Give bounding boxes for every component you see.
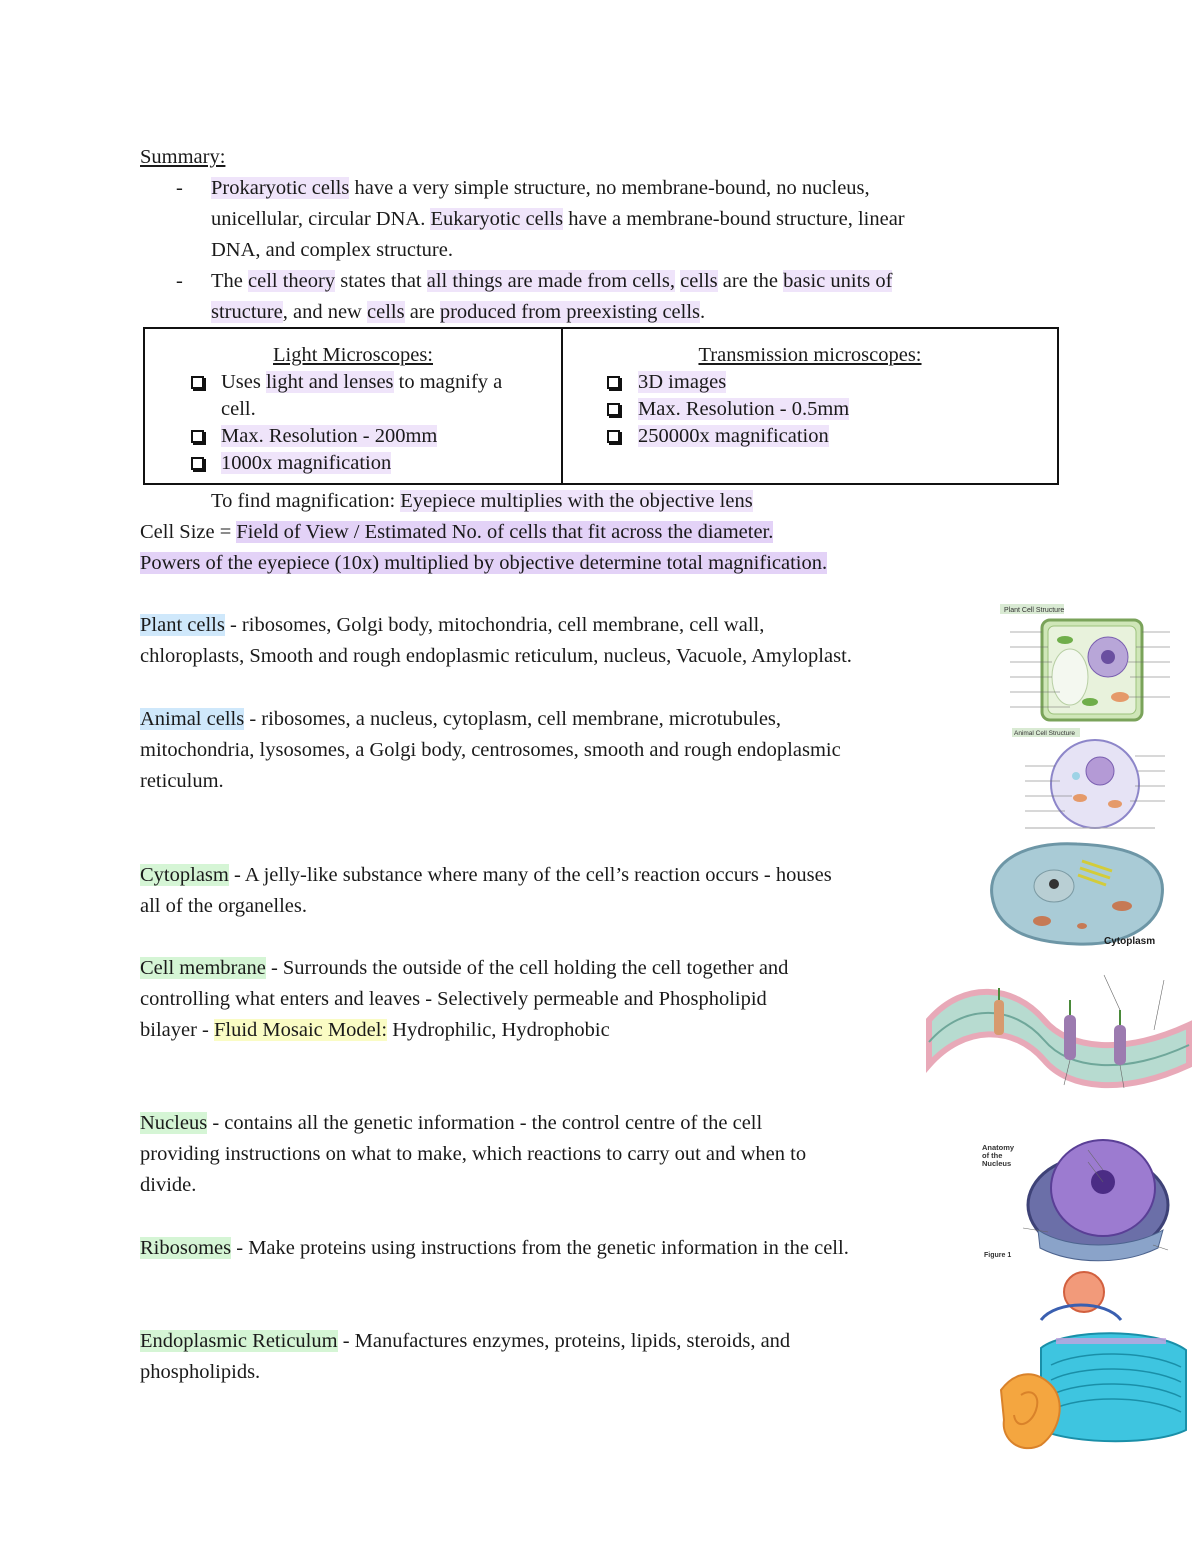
animal-cells-line-3: reticulum. xyxy=(140,770,224,792)
nucleus xyxy=(1086,757,1114,785)
mitochondrion xyxy=(1077,923,1087,929)
text: - Make proteins using instructions from the genetic information in the cell. xyxy=(231,1237,849,1259)
checkbox-icon xyxy=(607,376,620,389)
light-item-3 xyxy=(221,450,391,477)
animal-cells-line-1 xyxy=(140,704,781,735)
mitochondrion xyxy=(1111,692,1129,702)
summary-bullet-2-line-1 xyxy=(211,266,892,297)
highlight: cells xyxy=(680,270,718,292)
nucleus-line-2: providing instructions on what to make, which reactions to carry out and when to xyxy=(140,1143,807,1165)
term-cytoplasm: Cytoplasm xyxy=(140,864,229,886)
nucleus-diagram-title-1: Anatomy xyxy=(982,1143,1015,1152)
tem-item-2 xyxy=(638,396,849,423)
channel-protein xyxy=(1114,1025,1126,1065)
highlight: all things are made from cells, xyxy=(426,270,675,292)
text: Cell Size = xyxy=(140,521,237,543)
cisterna xyxy=(1056,1338,1166,1344)
mitochondrion xyxy=(1112,901,1132,911)
text: . xyxy=(700,301,706,323)
nucleus-diagram-title-3: Nucleus xyxy=(982,1159,1012,1168)
text: are xyxy=(404,301,440,323)
nucleolus xyxy=(1101,650,1115,664)
checkbox-icon xyxy=(191,430,204,443)
er-line-1 xyxy=(140,1326,790,1357)
phospholipid-bilayer xyxy=(929,992,1189,1085)
chloroplast xyxy=(1057,636,1073,644)
magnification-line-2 xyxy=(140,517,773,548)
checkbox-icon xyxy=(191,376,204,389)
light-item-1 xyxy=(221,369,502,396)
nucleus-diagram xyxy=(978,1120,1190,1270)
transmission-microscopes-title: Transmission microscopes: xyxy=(698,344,922,366)
light-microscopes-title: Light Microscopes: xyxy=(273,344,433,366)
highlight: basic units of xyxy=(783,270,893,292)
term-cell-membrane: Cell membrane xyxy=(140,957,266,979)
highlight: cells xyxy=(367,301,405,323)
text: - Manufactures enzymes, proteins, lipids, steroids, and xyxy=(337,1330,791,1352)
text: are the xyxy=(717,270,784,292)
cell-membrane-diagram xyxy=(924,970,1192,1100)
cell-body xyxy=(992,844,1163,944)
cytoplasm-line-2: all of the organelles. xyxy=(140,895,307,917)
highlight: Field of View / Estimated No. of cells that fit across the diameter. xyxy=(236,521,774,543)
plant-cells-line-1 xyxy=(140,610,764,641)
summary-bullet-1-line-2 xyxy=(211,204,905,235)
plant-cell-diagram xyxy=(990,602,1190,722)
plant-cells-line-2: chloroplasts, Smooth and rough endoplasmic reticulum, nucleus, Vacuole, Amyloplast. xyxy=(140,645,852,667)
animal-cells-line-2: mitochondria, lysosomes, a Golgi body, centrosomes, smooth and rough endoplasmic xyxy=(140,739,841,761)
membrane-line-1 xyxy=(140,953,788,984)
ribosomes-line-1 xyxy=(140,1233,849,1264)
term-plant-cells: Plant cells xyxy=(140,614,225,636)
highlight: Max. Resolution - 0.5mm xyxy=(638,398,850,420)
cytoplasm-diagram xyxy=(982,836,1170,950)
checkbox-icon xyxy=(607,403,620,416)
endoplasmic-reticulum-diagram xyxy=(996,1270,1192,1456)
nucleus-diagram-title-2: of the xyxy=(982,1151,1003,1160)
term-ribosomes: Ribosomes xyxy=(140,1237,232,1259)
text: - ribosomes, Golgi body, mitochondria, cell membrane, cell wall, xyxy=(224,614,765,636)
checkbox-icon xyxy=(191,457,204,470)
mitochondrion xyxy=(1073,794,1087,802)
bullet-dash: - xyxy=(176,177,183,199)
membrane-line-3 xyxy=(140,1015,610,1046)
term-cell-theory: cell theory xyxy=(248,270,336,292)
text: have a membrane-bound structure, linear xyxy=(563,208,905,230)
nucleus-line-3: divide. xyxy=(140,1174,197,1196)
highlight: Powers of the eyepiece (10x) multiplied by objective determine total magnification. xyxy=(140,552,828,574)
membrane-line-2: controlling what enters and leaves - Selectively permeable and Phospholipid xyxy=(140,988,767,1010)
text: Uses xyxy=(221,371,266,393)
tem-item-1 xyxy=(638,369,726,396)
animal-cell-diagram xyxy=(1010,726,1180,834)
cytoplasm-line-1 xyxy=(140,860,832,891)
summary-heading: Summary: xyxy=(140,146,226,168)
highlight: produced from preexisting cells xyxy=(439,301,701,323)
summary-bullet-1-line-3: DNA, and complex structure. xyxy=(211,239,453,261)
checkbox-icon xyxy=(607,430,620,443)
text: - Surrounds the outside of the cell holding the cell together and xyxy=(265,957,789,979)
summary-bullet-2-line-2 xyxy=(211,297,705,328)
bullet-dash: - xyxy=(176,270,183,292)
mitochondrion xyxy=(1108,800,1122,808)
lysosome xyxy=(1072,772,1080,780)
magnification-line-3 xyxy=(140,548,827,579)
highlight: structure xyxy=(211,301,283,323)
term-nucleus: Nucleus xyxy=(140,1112,208,1134)
er-line-2: phospholipids. xyxy=(140,1361,261,1383)
smooth-er xyxy=(1001,1374,1060,1448)
text: - ribosomes, a nucleus, cytoplasm, cell membrane, microtubules, xyxy=(244,708,782,730)
chloroplast xyxy=(1082,698,1098,706)
text: - A jelly-like substance where many of the cell’s reaction occurs - houses xyxy=(228,864,832,886)
tem-item-3 xyxy=(638,423,829,450)
text: unicellular, circular DNA. xyxy=(211,208,431,230)
term-prokaryotic: Prokaryotic cells xyxy=(211,177,350,199)
magnification-line-1 xyxy=(211,486,753,517)
nucleus-figure-caption: Figure 1 xyxy=(984,1252,1012,1259)
text: states that xyxy=(335,270,427,292)
text: To find magnification: xyxy=(211,490,401,512)
text: have a very simple structure, no membrane-bound, no nucleus, xyxy=(349,177,870,199)
cytoplasm-label: Cytoplasm xyxy=(1104,936,1156,947)
nucleolus xyxy=(1049,879,1059,889)
highlight: Eyepiece multiplies with the objective lens xyxy=(400,490,753,512)
mitochondrion xyxy=(1033,916,1051,926)
text: to magnify a xyxy=(393,371,503,393)
nucleus-line-1 xyxy=(140,1108,762,1139)
text: , and new xyxy=(282,301,367,323)
term-fluid-mosaic: Fluid Mosaic Model: xyxy=(214,1019,388,1041)
text: - contains all the genetic information - the control centre of the cell xyxy=(207,1112,763,1134)
term-animal-cells: Animal cells xyxy=(140,708,245,730)
highlight: 3D images xyxy=(638,371,727,393)
light-item-1-cont: cell. xyxy=(221,398,256,420)
light-item-2 xyxy=(221,423,437,450)
text: The xyxy=(211,270,248,292)
rough-er xyxy=(1041,1333,1186,1441)
channel-protein xyxy=(1064,1015,1076,1060)
highlight: 250000x magnification xyxy=(638,425,829,447)
microscope-table xyxy=(143,327,1059,485)
plant-diagram-title: Plant Cell Structure xyxy=(1004,607,1065,614)
protein xyxy=(994,1000,1004,1035)
text: bilayer - xyxy=(140,1019,214,1041)
highlight: Max. Resolution - 200mm xyxy=(221,425,438,447)
animal-diagram-title: Animal Cell Structure xyxy=(1014,730,1076,737)
summary-bullet-1-line-1 xyxy=(211,173,870,204)
highlight: 1000x magnification xyxy=(221,452,392,474)
term-eukaryotic: Eukaryotic cells xyxy=(430,208,564,230)
highlight: light and lenses xyxy=(265,371,394,393)
text: Hydrophilic, Hydrophobic xyxy=(387,1019,610,1041)
term-endoplasmic-reticulum: Endoplasmic Reticulum xyxy=(140,1330,338,1352)
vacuole xyxy=(1052,649,1088,705)
